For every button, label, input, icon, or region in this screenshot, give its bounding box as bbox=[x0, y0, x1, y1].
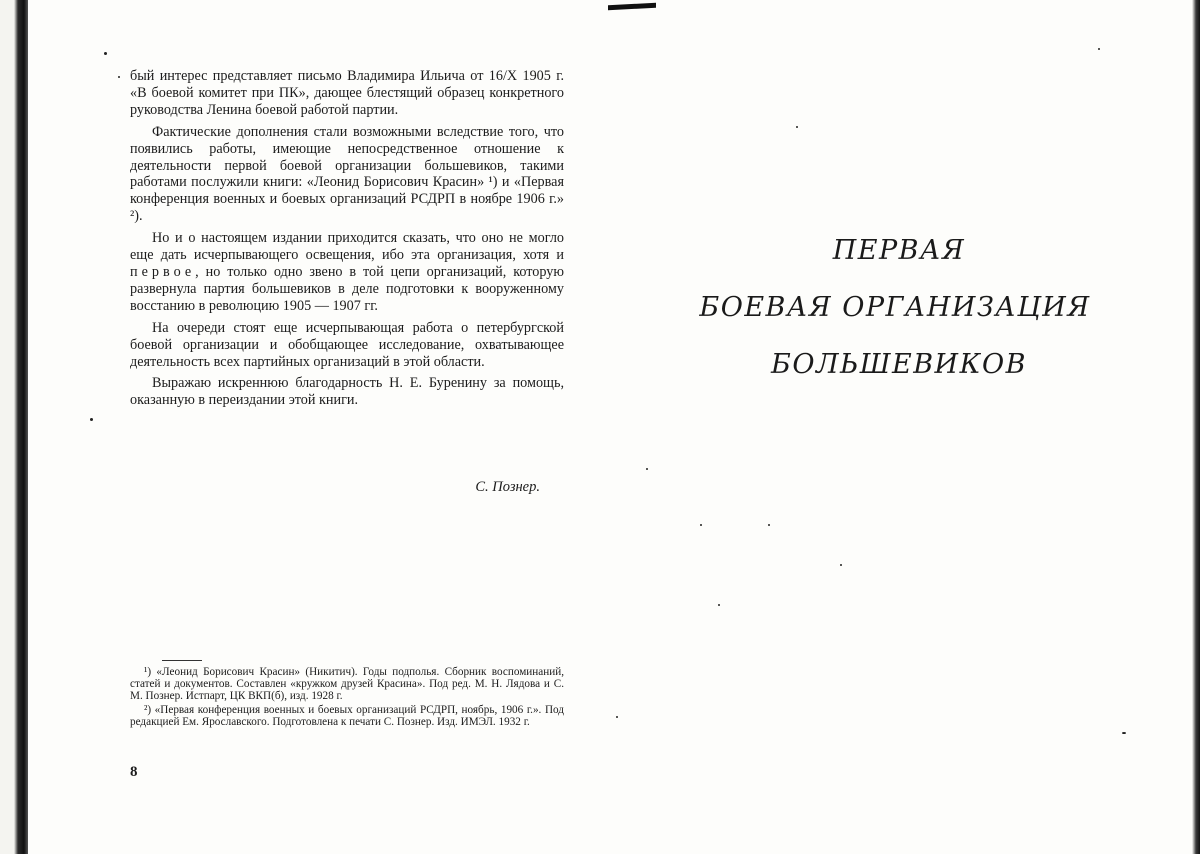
speck bbox=[768, 524, 770, 526]
spaced-word: первое bbox=[130, 263, 196, 280]
title-line: ПЕРВАЯ bbox=[832, 235, 966, 266]
paragraph: На очереди стоят еще исчерпывающая работа о петербургской боевой организации и обобщающее исследование, охватывающее деятельность всех партийных организаций в этой области. bbox=[130, 319, 564, 370]
paragraph-text: , но только одно звено в той цепи организаций, которую развернула партия большевиков в деле подготовки к вооруженному восстанию в революцию 1905 — 1907 гг. bbox=[130, 263, 564, 314]
paragraph-text: Но и о настоящем издании приходится сказать, что оно не могло еще дать исчерпывающего освещения, ибо эта организация, хотя и bbox=[130, 230, 564, 264]
left-page-text bbox=[130, 68, 564, 409]
speck bbox=[718, 604, 720, 606]
speck bbox=[796, 126, 798, 128]
right-binding-shadow bbox=[1192, 0, 1200, 854]
author-signature: С. Познер. bbox=[475, 479, 540, 495]
speck bbox=[646, 468, 648, 470]
paragraph bbox=[130, 230, 564, 315]
title-line: БОЕВАЯ ОРГАНИЗАЦИЯ bbox=[699, 292, 1091, 323]
speck bbox=[118, 76, 120, 78]
paragraph: бый интерес представляет письмо Владимира Ильича от 16/X 1905 г. «В боевой комитет при ПК», дающее блестящий образец конкретного руководства Ленина боевой работой партии. bbox=[130, 68, 564, 118]
footnote: ¹) «Леонид Борисович Красин» (Никитич). Годы подполья. Сборник воспоминаний, статей и документов. Составлен «кружком друзей Красина». Под ред. М. Н. Лядова и С. М. Познер. Истпарт, ЦК ВКП(б), изд. 1928 г. bbox=[130, 666, 564, 703]
speck bbox=[90, 418, 93, 421]
footnote: ²) «Первая конференция военных и боевых организаций РСДРП, ноябрь, 1906 г.». Под редакцией Ем. Ярославского. Подготовлена к печати С. Познер. Изд. ИМЭЛ. 1932 г. bbox=[130, 704, 564, 729]
speck bbox=[1098, 48, 1100, 50]
title-line: БОЛЬШЕВИКОВ bbox=[771, 349, 1027, 380]
book-title bbox=[650, 222, 1170, 393]
speck bbox=[700, 524, 702, 526]
speck bbox=[104, 52, 107, 55]
gutter-mark bbox=[608, 3, 656, 11]
footnote-rule bbox=[162, 660, 202, 661]
page-number: 8 bbox=[130, 764, 138, 780]
left-binding-shadow bbox=[0, 0, 28, 854]
footnotes bbox=[130, 666, 564, 728]
speck bbox=[1122, 732, 1126, 734]
speck bbox=[840, 564, 842, 566]
paragraph: Выражаю искреннюю благодарность Н. Е. Буренину за помощь, оказанную в переиздании этой книги. bbox=[130, 375, 564, 409]
paragraph: Фактические дополнения стали возможными вследствие того, что появились работы, имеющие непосредственное отношение к деятельности первой боевой организации большевиков, такими работами послужили книги: «Леонид Борисович Красин» ¹) и «Первая конференция военных и боевых организаций РСДРП в ноябре 1906 г.» ²). bbox=[130, 123, 564, 225]
speck bbox=[616, 716, 618, 718]
